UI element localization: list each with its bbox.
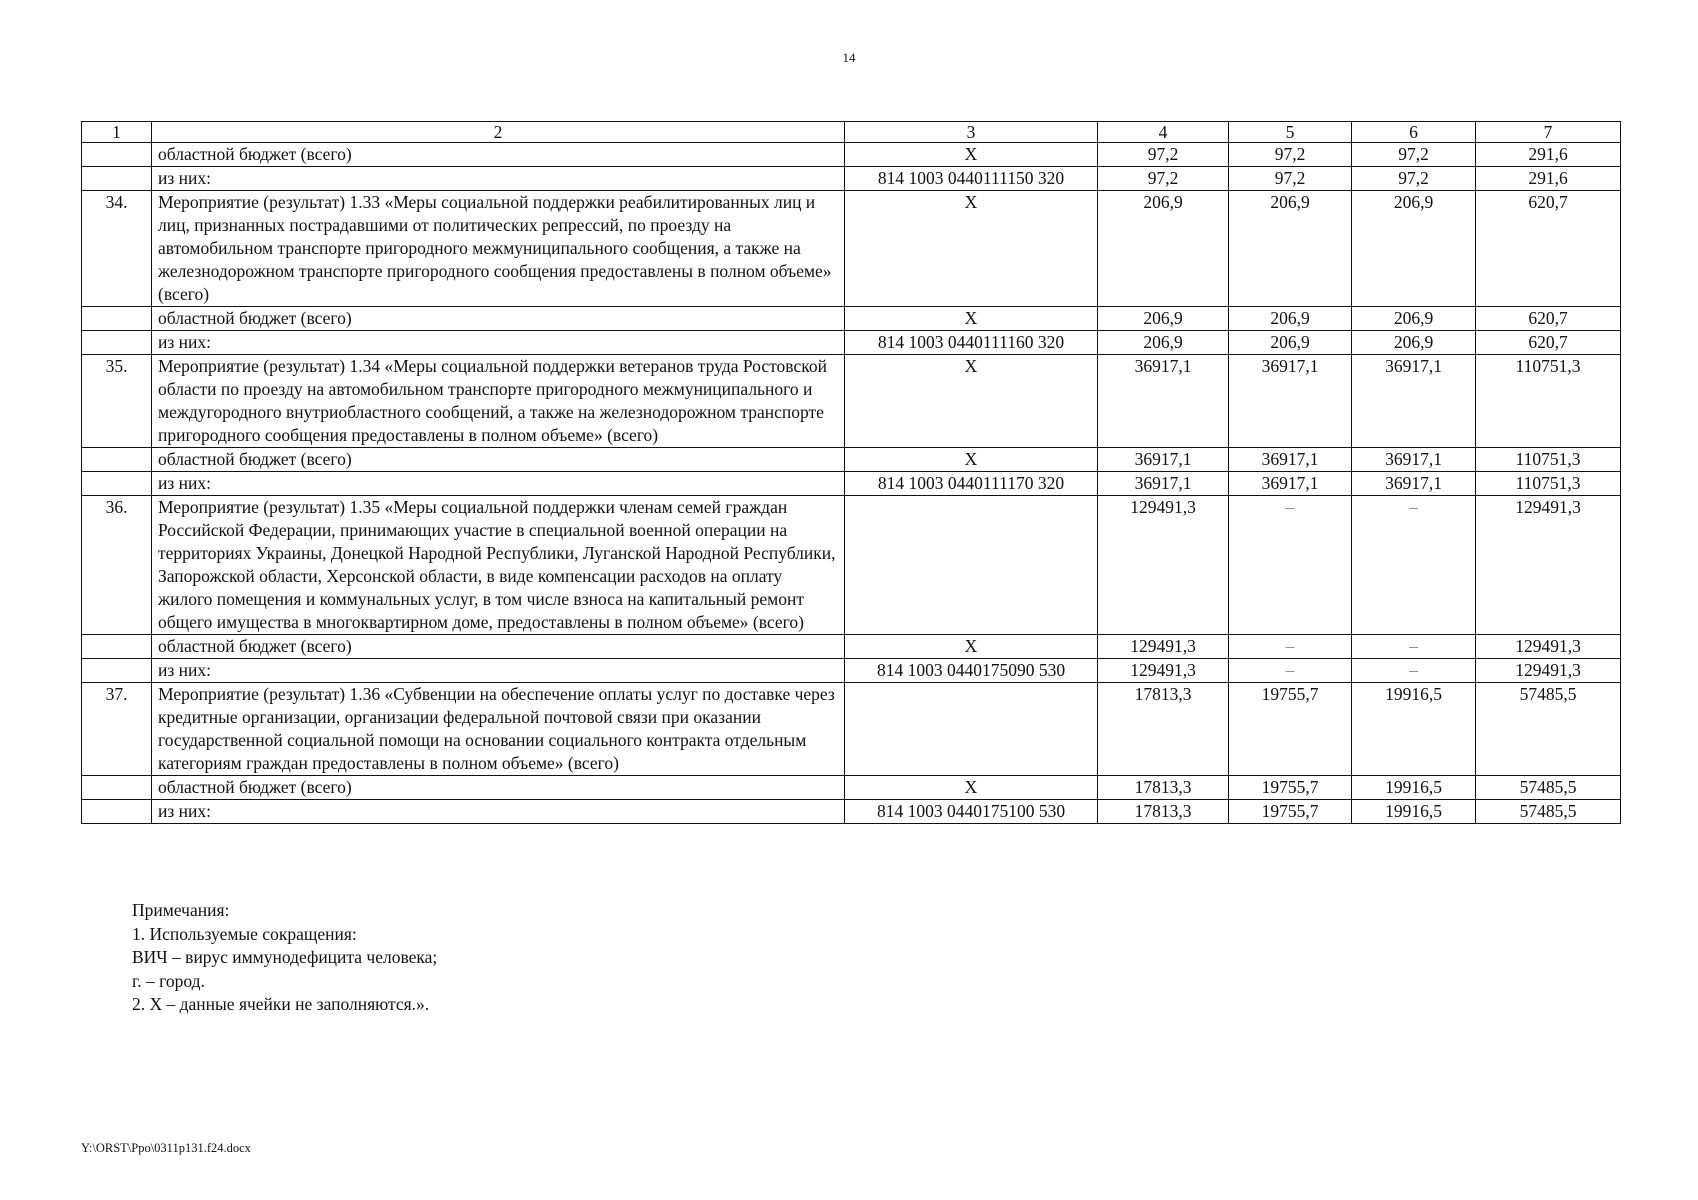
value-cell: 97,2 xyxy=(1229,167,1352,191)
row-label-cell: областной бюджет (всего) xyxy=(152,776,845,800)
value-cell: 129491,3 xyxy=(1476,659,1621,683)
budget-code-cell: X xyxy=(845,355,1098,448)
value-cell: 36917,1 xyxy=(1098,448,1229,472)
notes-line: 2. Х – данные ячейки не заполняются.». xyxy=(132,994,430,1014)
header-row xyxy=(82,122,1621,143)
value-cell: 97,2 xyxy=(1352,143,1476,167)
row-number-cell xyxy=(82,472,152,496)
row-number-cell xyxy=(82,167,152,191)
header-cell: 2 xyxy=(152,122,845,143)
value-cell: 620,7 xyxy=(1476,307,1621,331)
page-number: 14 xyxy=(842,50,856,65)
value-cell: 17813,3 xyxy=(1098,683,1229,776)
row-number-cell xyxy=(82,448,152,472)
row-label-cell: из них: xyxy=(152,331,845,355)
budget-code-cell: 814 1003 0440111160 320 xyxy=(845,331,1098,355)
value-cell: 110751,3 xyxy=(1476,448,1621,472)
row-label-cell: из них: xyxy=(152,167,845,191)
row-label-cell: областной бюджет (всего) xyxy=(152,307,845,331)
row-number-cell: 36. xyxy=(82,496,152,635)
value-cell: 97,2 xyxy=(1098,143,1229,167)
budget-code-cell: X xyxy=(845,307,1098,331)
row-number-cell: 35. xyxy=(82,355,152,448)
value-cell: 129491,3 xyxy=(1476,496,1621,635)
value-cell: 19755,7 xyxy=(1229,776,1352,800)
budget-table xyxy=(81,121,1621,824)
value-cell: 36917,1 xyxy=(1352,472,1476,496)
file-path: Y:\ORST\Ppo\0311p131.f24.docx xyxy=(81,1141,251,1155)
value-cell: 97,2 xyxy=(1229,143,1352,167)
value-cell: 206,9 xyxy=(1098,307,1229,331)
notes xyxy=(132,899,437,1017)
row-label-cell: областной бюджет (всего) xyxy=(152,143,845,167)
header-cell: 4 xyxy=(1098,122,1229,143)
notes-line: 1. Используемые сокращения: xyxy=(132,923,357,944)
value-cell: – xyxy=(1352,496,1476,635)
row-number-cell xyxy=(82,776,152,800)
measure-text-cell: Мероприятие (результат) 1.35 «Меры социальной поддержки членам семей граждан Российской Федерации, принимающих участие в специальной военной операции на территориях Украины, Донецкой Народной Республики, Луганской Народной Республики, Запорожской области, Херсонской области, в виде компенсации расходов на оплату жилого помещения и коммунальных услуг, в том числе взноса на капитальный ремонт общего имущества в многоквартирном доме, предоставлены в полном объеме» (всего) xyxy=(152,496,845,635)
value-cell: – xyxy=(1229,659,1352,683)
budget-code-cell: X xyxy=(845,448,1098,472)
regional-budget-row xyxy=(82,307,1621,331)
value-cell: 36917,1 xyxy=(1229,448,1352,472)
header-cell: 5 xyxy=(1229,122,1352,143)
row-label-cell: из них: xyxy=(152,800,845,824)
value-cell: 19916,5 xyxy=(1352,683,1476,776)
value-cell: 206,9 xyxy=(1229,191,1352,307)
header-cell: 7 xyxy=(1476,122,1621,143)
value-cell: – xyxy=(1352,635,1476,659)
value-cell: – xyxy=(1229,635,1352,659)
value-cell: 620,7 xyxy=(1476,191,1621,307)
header-cell: 3 xyxy=(845,122,1098,143)
value-cell: – xyxy=(1352,659,1476,683)
row-label-cell: областной бюджет (всего) xyxy=(152,635,845,659)
value-cell: 36917,1 xyxy=(1098,355,1229,448)
value-cell: – xyxy=(1229,496,1352,635)
value-cell: 206,9 xyxy=(1098,191,1229,307)
value-cell: 17813,3 xyxy=(1098,776,1229,800)
row-number-cell xyxy=(82,800,152,824)
notes-title: Примечания: xyxy=(132,900,230,920)
value-cell: 36917,1 xyxy=(1352,355,1476,448)
budget-code-cell: X xyxy=(845,191,1098,307)
value-cell: 129491,3 xyxy=(1098,496,1229,635)
value-cell: 206,9 xyxy=(1098,331,1229,355)
value-cell: 36917,1 xyxy=(1229,472,1352,496)
budget-code-cell xyxy=(845,496,1098,635)
value-cell: 36917,1 xyxy=(1229,355,1352,448)
measure-text-cell: Мероприятие (результат) 1.33 «Меры социальной поддержки реабилитированных лиц и лиц, признанных пострадавшими от политических репрессий, по проезду на автомобильном транспорте пригородного межмуниципального сообщения, а также на железнодорожном транспорте пригородного сообщения предоставлены в полном объеме» (всего) xyxy=(152,191,845,307)
header-cell: 1 xyxy=(82,122,152,143)
value-cell: 291,6 xyxy=(1476,143,1621,167)
measure-row xyxy=(82,683,1621,776)
of-which-row xyxy=(82,472,1621,496)
value-cell: 97,2 xyxy=(1352,167,1476,191)
value-cell: 57485,5 xyxy=(1476,776,1621,800)
row-number-cell xyxy=(82,143,152,167)
notes-line: ВИЧ – вирус иммунодефицита человека; xyxy=(132,947,438,967)
value-cell: 129491,3 xyxy=(1476,635,1621,659)
value-cell: 19755,7 xyxy=(1229,800,1352,824)
value-cell: 206,9 xyxy=(1229,307,1352,331)
value-cell: 291,6 xyxy=(1476,167,1621,191)
measure-row xyxy=(82,496,1621,635)
row-number-cell xyxy=(82,659,152,683)
value-cell: 129491,3 xyxy=(1098,635,1229,659)
budget-code-cell: 814 1003 0440175100 530 xyxy=(845,800,1098,824)
row-label-cell: из них: xyxy=(152,472,845,496)
value-cell: 19755,7 xyxy=(1229,683,1352,776)
measure-text-cell: Мероприятие (результат) 1.34 «Меры социальной поддержки ветеранов труда Ростовской области по проезду на автомобильном транспорте пригородного межмуниципального и междугородного внутриобластного сообщений, а также на железнодорожном транспорте пригородного сообщения предоставлены в полном объеме» (всего) xyxy=(152,355,845,448)
row-number-cell: 37. xyxy=(82,683,152,776)
row-label-cell: областной бюджет (всего) xyxy=(152,448,845,472)
value-cell: 110751,3 xyxy=(1476,355,1621,448)
value-cell: 17813,3 xyxy=(1098,800,1229,824)
budget-code-cell: X xyxy=(845,635,1098,659)
row-number-cell xyxy=(82,635,152,659)
measure-row xyxy=(82,191,1621,307)
value-cell: 19916,5 xyxy=(1352,776,1476,800)
value-cell: 206,9 xyxy=(1229,331,1352,355)
budget-code-cell: 814 1003 0440175090 530 xyxy=(845,659,1098,683)
measure-text-cell: Мероприятие (результат) 1.36 «Субвенции на обеспечение оплаты услуг по доставке через кредитные организации, организации федеральной почтовой связи при оказании государственной социальной помощи на основании социального контракта отдельным категориям граждан предоставлены в полном объеме» (всего) xyxy=(152,683,845,776)
value-cell: 19916,5 xyxy=(1352,800,1476,824)
value-cell: 97,2 xyxy=(1098,167,1229,191)
value-cell: 57485,5 xyxy=(1476,800,1621,824)
value-cell: 206,9 xyxy=(1352,191,1476,307)
budget-code-cell xyxy=(845,683,1098,776)
of-which-row xyxy=(82,331,1621,355)
measure-row xyxy=(82,355,1621,448)
row-label-cell: из них: xyxy=(152,659,845,683)
value-cell: 57485,5 xyxy=(1476,683,1621,776)
regional-budget-row xyxy=(82,448,1621,472)
value-cell: 110751,3 xyxy=(1476,472,1621,496)
row-number-cell: 34. xyxy=(82,191,152,307)
notes-line: г. – город. xyxy=(132,970,205,991)
value-cell: 206,9 xyxy=(1352,307,1476,331)
value-cell: 206,9 xyxy=(1352,331,1476,355)
table-row xyxy=(82,167,1621,191)
row-number-cell xyxy=(82,307,152,331)
value-cell: 129491,3 xyxy=(1098,659,1229,683)
table-row xyxy=(82,143,1621,167)
value-cell: 36917,1 xyxy=(1352,448,1476,472)
regional-budget-row xyxy=(82,635,1621,659)
value-cell: 620,7 xyxy=(1476,331,1621,355)
budget-code-cell: X xyxy=(845,776,1098,800)
of-which-row xyxy=(82,659,1621,683)
regional-budget-row xyxy=(82,776,1621,800)
of-which-row xyxy=(82,800,1621,824)
row-number-cell xyxy=(82,331,152,355)
header-cell: 6 xyxy=(1352,122,1476,143)
budget-code-cell: X xyxy=(845,143,1098,167)
value-cell: 36917,1 xyxy=(1098,472,1229,496)
budget-code-cell: 814 1003 0440111170 320 xyxy=(845,472,1098,496)
budget-code-cell: 814 1003 0440111150 320 xyxy=(845,167,1098,191)
